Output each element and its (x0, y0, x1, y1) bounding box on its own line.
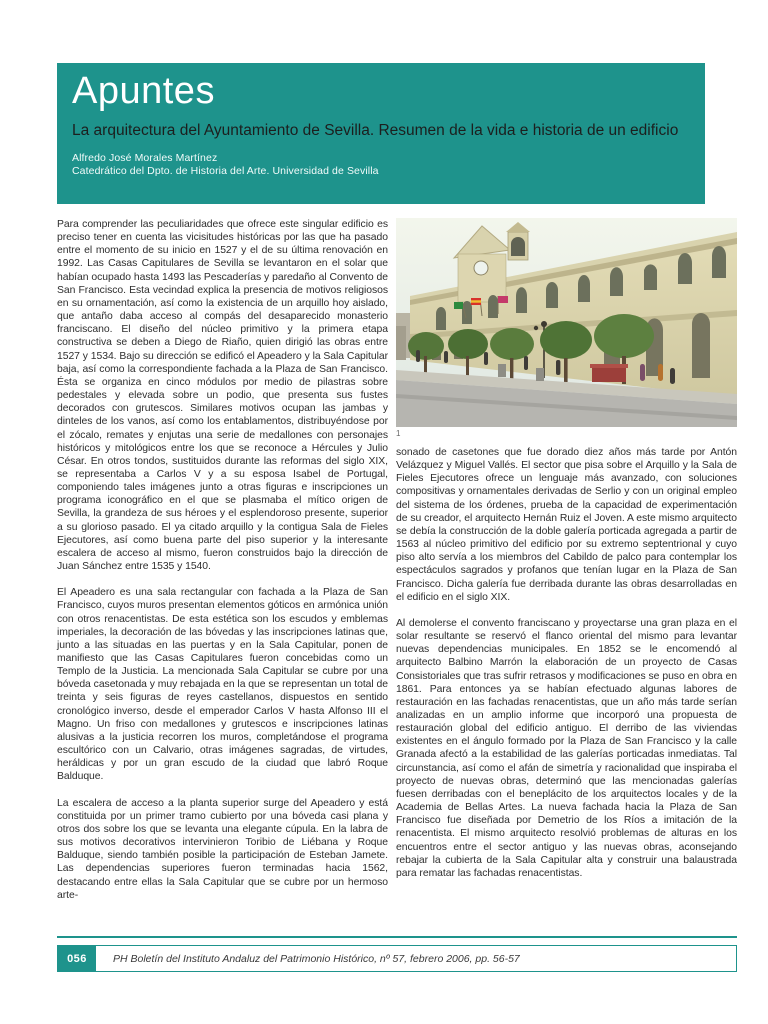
article-header (57, 63, 705, 204)
body-paragraph: Para comprender las peculiaridades que ofrece este singular edificio es preciso tener en cuenta las vicisitudes históricas por las que ha pasado entre el momento de su inicio en 1527 y el de su última renovación en 1992. Las Casas Capitulares de Sevilla se levantaron en el solar que habían ocupado hasta 1493 las Pescaderías y paredaño al Convento de San Francisco. Esta vecindad explica la presencia de motivos religiosos en su ornamentación, así como la existencia de un arquillo hoy aislado, que antaño daba acceso al compás del desaparecido monasterio franciscano. El diseño del núcleo primitivo y la primera etapa constructiva se deben a Diego de Riaño, quien dirigió las obras entre 1527 y 1534. Bajo su dirección se edificó el Apeadero y la Sala Capitular baja, así como la correspondiente fachada a la Plaza de San Francisco. Ésta se organiza en cinco módulos por medio de pilastras sobre pedestales y elevada sobre un podio, que presenta sus fustes decorados con grutescos. Similares motivos ocupan las jambas y dinteles de los vanos, así como los entablamentos, distribuyéndose por el zócalo, remates y enjutas una serie de medallones con personajes históricos y mitológicos entre los que se reconoce a Hércules y Julio César. En otros tondos, sustituidos durante las reformas del siglo XIX, se representaba a Carlos V y a su esposa Isabel de Portugal, componiendo tales imágenes junto a otras figuras e inscripciones un programa iconográfico en el que se plasmaba el mítico origen de Sevilla, la grandeza de sus héroes y el esplendoroso presente, superior a su glorioso pasado. El ya citado arquillo y la contigua Sala de Fieles Ejecutores, así como buena parte del piso superior y la interesante escalera de acceso al mismo, fueron construidos bajo la dirección de Juan Sánchez entre 1535 y 1540. (57, 219, 388, 573)
body-paragraph: Al demolerse el convento franciscano y proyectarse una gran plaza en el solar resultante se reservó el flanco oriental del mismo para levantar nuevas dependencias municipales. En 1852 se le encomendó al arquitecto Balbino Marrón la elaboración de un proyecto de Casas Consistoriales que tras sufrir retrasos y modificaciones se puso en obra en 1861. Para entonces ya se habían efectuado algunas labores de restauración en las fachadas renacentistas, que un año más tarde serían analizadas en un amplio informe que incorporó una propuesta de restauración global del edificio antiguo. El derribo de las viviendas existentes en el ángulo formado por la Plaza de San Francisco y la calle Granada afectó a la estabilidad de las galerías porticadas inmediatas. Tal circunstancia, así como el afán de simetría y racionalidad que inspiraba el proyecto de nuevas obras, determinó que las mencionadas galerías fuesen derribadas con el beneplácito de los arquitectos locales y de la Academia de Bellas Artes. La nueva fachada hacia la Plaza de San Francisco fue diseñada por Demetrio de los Ríos a imitación de la renacentista. El mismo arquitecto resolvió problemas de alturas en los encuentros entre el sector antiguo y las nuevas obras, aconsejando rebajar la cubierta de la Sala Capitular alta y construir una balaustrada para rematar las fachadas renacentistas. (396, 617, 737, 879)
body-paragraph: La escalera de acceso a la planta superior surge del Apeadero y está constituida por un primer tramo cubierto por una bóveda casi plana y otros dos sobre los que se levanta una elegante cúpula. En la labra de sus motivos decorativos intervinieron Toribio de Liébana y Roque Balduque, siendo también posible la participación de Esteban Jamete. Las dependencias superiores fueron terminadas hacia 1562, destacando entre ellas la Sala Capitular que se cubre por un hermoso arte- (57, 797, 388, 901)
section-title: Apuntes (72, 70, 215, 112)
body-paragraph: El Apeadero es una sala rectangular con fachada a la Plaza de San Francisco, cuyos muros presentan elementos góticos en armónica unión con otros renacentistas. De esta estética son los escudos y emblemas imperiales, la decoración de las bóvedas y las inscripciones latinas que, junto a las situadas en las puertas y en la Sala Capitular, ponen de manifiesto que las Casas Capitulares fueron concebidas como un Templo de la Justicia. La mencionada Sala Capitular se cubre por una bóveda casetonada y muy rebajada en la que se representan un total de treinta y seis figuras de reyes castellanos, dispuestos en sentido cronológico inverso, desde el emperador Carlos V hasta Alfonso III el Magno. Un friso con medallones y grutescos e inscripciones latinas alusivas a la justicia recorren los muros, completándose el programa escultórico con un Calvario, otras imágenes sagradas, de virtudes, heráldicas y por un gran escudo de la ciudad que labró Roque Balduque. (57, 587, 388, 783)
author-affiliation: Catedrático del Dpto. de Historia del Arte. Universidad de Sevilla (72, 165, 379, 177)
journal-credit: PH Boletín del Instituto Andaluz del Patrimonio Histórico, nº 57, febrero 2006, pp. 56-57 (113, 952, 520, 965)
page-footer (57, 945, 737, 972)
figure-caption: 1 (396, 429, 401, 438)
author-name: Alfredo José Morales Martínez (72, 152, 218, 164)
left-column (57, 218, 388, 902)
right-column (396, 218, 737, 880)
footer-divider (57, 936, 737, 938)
article-title: La arquitectura del Ayuntamiento de Sevilla. Resumen de la vida e historia de un edificio (72, 122, 679, 139)
building-photo-illustration (396, 218, 737, 427)
ayuntamiento-photo (396, 218, 737, 439)
page-number: 056 (58, 946, 96, 971)
byline (72, 152, 689, 178)
body-paragraph: sonado de casetones que fue dorado diez años más tarde por Antón Velázquez y Miguel Vallés. El sector que pisa sobre el Arquillo y la Sala de Fieles Ejecutores ofrece un lenguaje más avanzado, con soluciones compositivas y ornamentales derivadas de Serlio y con un original empleo del sistema de los órdenes, prueba de la capacidad de experimentación de su creador, el arquitecto Hernán Ruiz el Joven. A este mismo arquitecto se debía la construcción de la doble galería porticada agregada a partir de 1563 al núcleo primitivo del edificio por su extremo septentrional y cuyo piso alto servía a los miembros del Cabildo de palco para contemplar los espectáculos sagrados y profanos que tenían lugar en la Plaza de San Francisco. Dicha galería fue derribada durante las obras desarrolladas en el edificio en el siglo XIX. (396, 447, 737, 603)
